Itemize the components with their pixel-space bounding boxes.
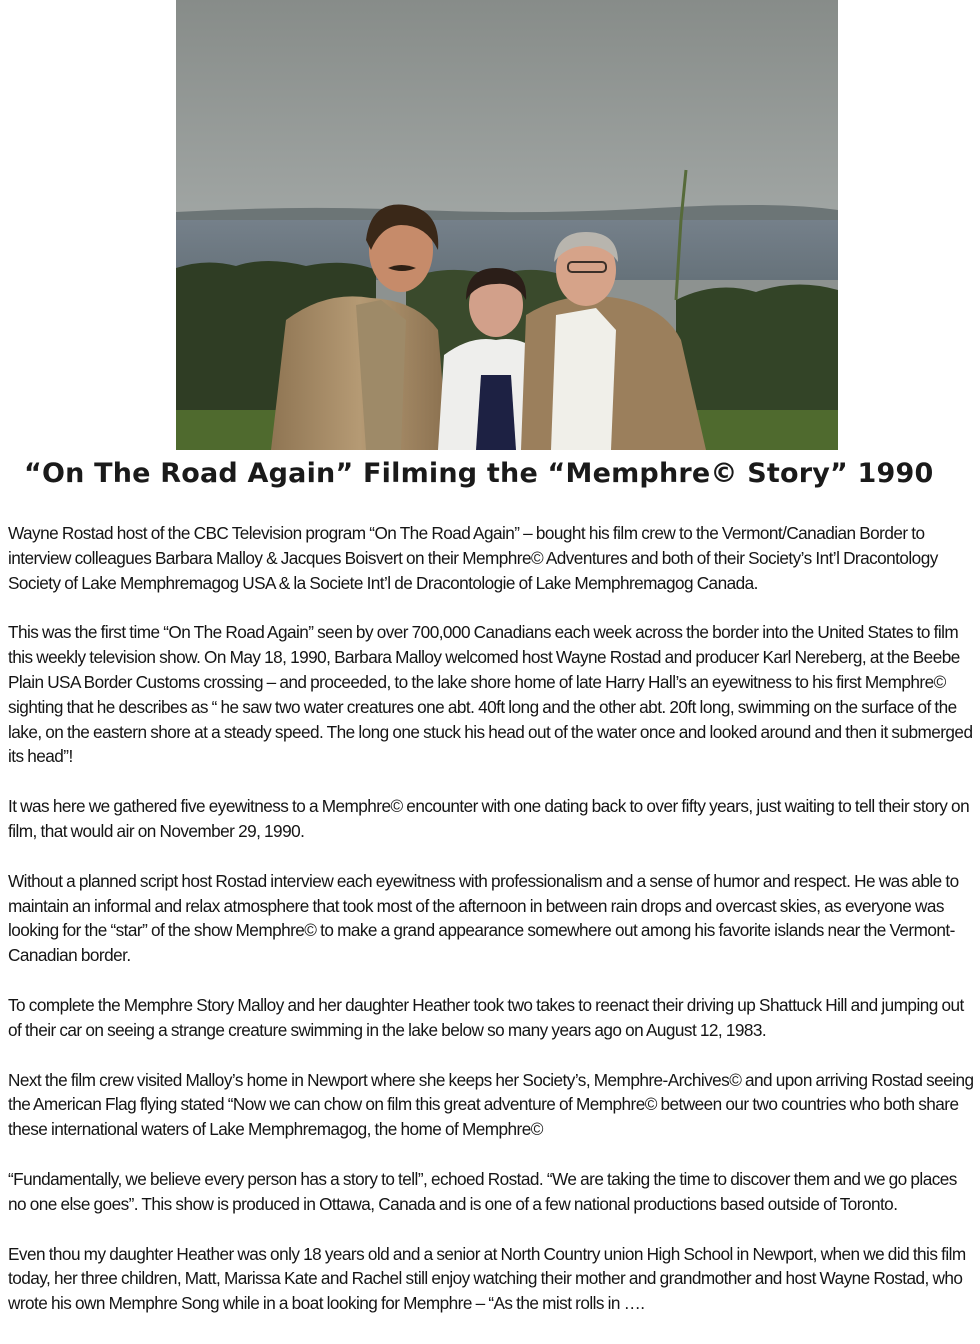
paragraph-first-time: This was the first time “On The Road Again” seen by over 700,000 Canadians each week across the border into the United States to film this weekly television show. On May 18, 1990, Barbara Malloy welcomed host Wayne Rostad and producer Karl Nereberg, at the Beebe Plain USA Border Customs crossing – and proceeded, to the lake shore home of late Harry Hall’s an eyewitness to his first Memphre© sighting that he describes as “ he saw two water creatures one abt. 40ft long and the other abt. 20ft long, swimming on the surface of the lake, on the eastern shore at a steady speed. The long one stuck his head out of the water once and looked around and then it submerged its head”! (8, 622, 973, 767)
hedge-right (676, 284, 838, 420)
group-photo (176, 0, 838, 450)
paragraph-reenactment: To complete the Memphre Story Malloy and her daughter Heather took two takes to reenact their driving up Shattuck Hill and jumping out of their car on seeing a strange creature swimming in the lake below so many years ago on August 12, 1983. (8, 994, 964, 1040)
group-photo-illustration (176, 0, 838, 450)
sky (176, 0, 838, 215)
paragraph-closing: Even thou my daughter Heather was only 18 years old and a senior at North Country union High School in Newport, when we did this film today, her three children, Matt, Marissa Kate and Rachel still enjoy watching their mother and grandmother and host Wayne Rostad, who wrote his own Memphre Song while in a boat looking for Memphre – “As the mist rolls in …. (8, 1243, 966, 1314)
paragraph-quote: “Fundamentally, we believe every person has a story to tell”, echoed Rostad. “We are taking the time to discover them and we go places no one else goes”. This show is produced in Ottawa, Canada and is one of a few national productions based outside of Toronto. (8, 1168, 957, 1214)
woman-top (476, 375, 516, 450)
paragraph-intro: Wayne Rostad host of the CBC Television program “On The Road Again” – bought his film crew to the Vermont/Canadian Border to interview colleagues Barbara Malloy & Jacques Boisvert on their Memphre© Adventures and both of their Society’s Int’l Dracontology Society of Lake Memphremagog USA & la Societe Int’l de Dracontologie of Lake Memphremagog Canada. (8, 523, 938, 593)
man-right-shirt (551, 308, 616, 450)
paragraph-archives: Next the film crew visited Malloy’s home in Newport where she keeps her Society’s, Memphre-Archives© and upon arriving Rostad seeing the American Flag flying stated “Now we can chow on film this great adventure of Memphre© between our two countries who both share these international waters of Lake Memphremagog, the home of Memphre© (8, 1069, 974, 1140)
article-body (8, 521, 974, 1341)
paragraph-interviews: Without a planned script host Rostad interview each eyewitness with professionalism and a sense of humor and respect. He was able to maintain an informal and relax atmosphere that took most of the afternoon in between rain drops and overcast skies, as everyone was looking for the “star” of the show Memphre© to make a grand appearance somewhere out among his favorite islands near the Vermont-Canadian border. (8, 870, 959, 966)
paragraph-eyewitnesses: It was here we gathered five eyewitness to a Memphre© encounter with one dating back to over fifty years, just waiting to tell their story on film, that would air on November 29, 1990. (8, 796, 970, 841)
page-title: “On The Road Again” Filming the “Memphre© Story” 1990 (24, 458, 934, 489)
